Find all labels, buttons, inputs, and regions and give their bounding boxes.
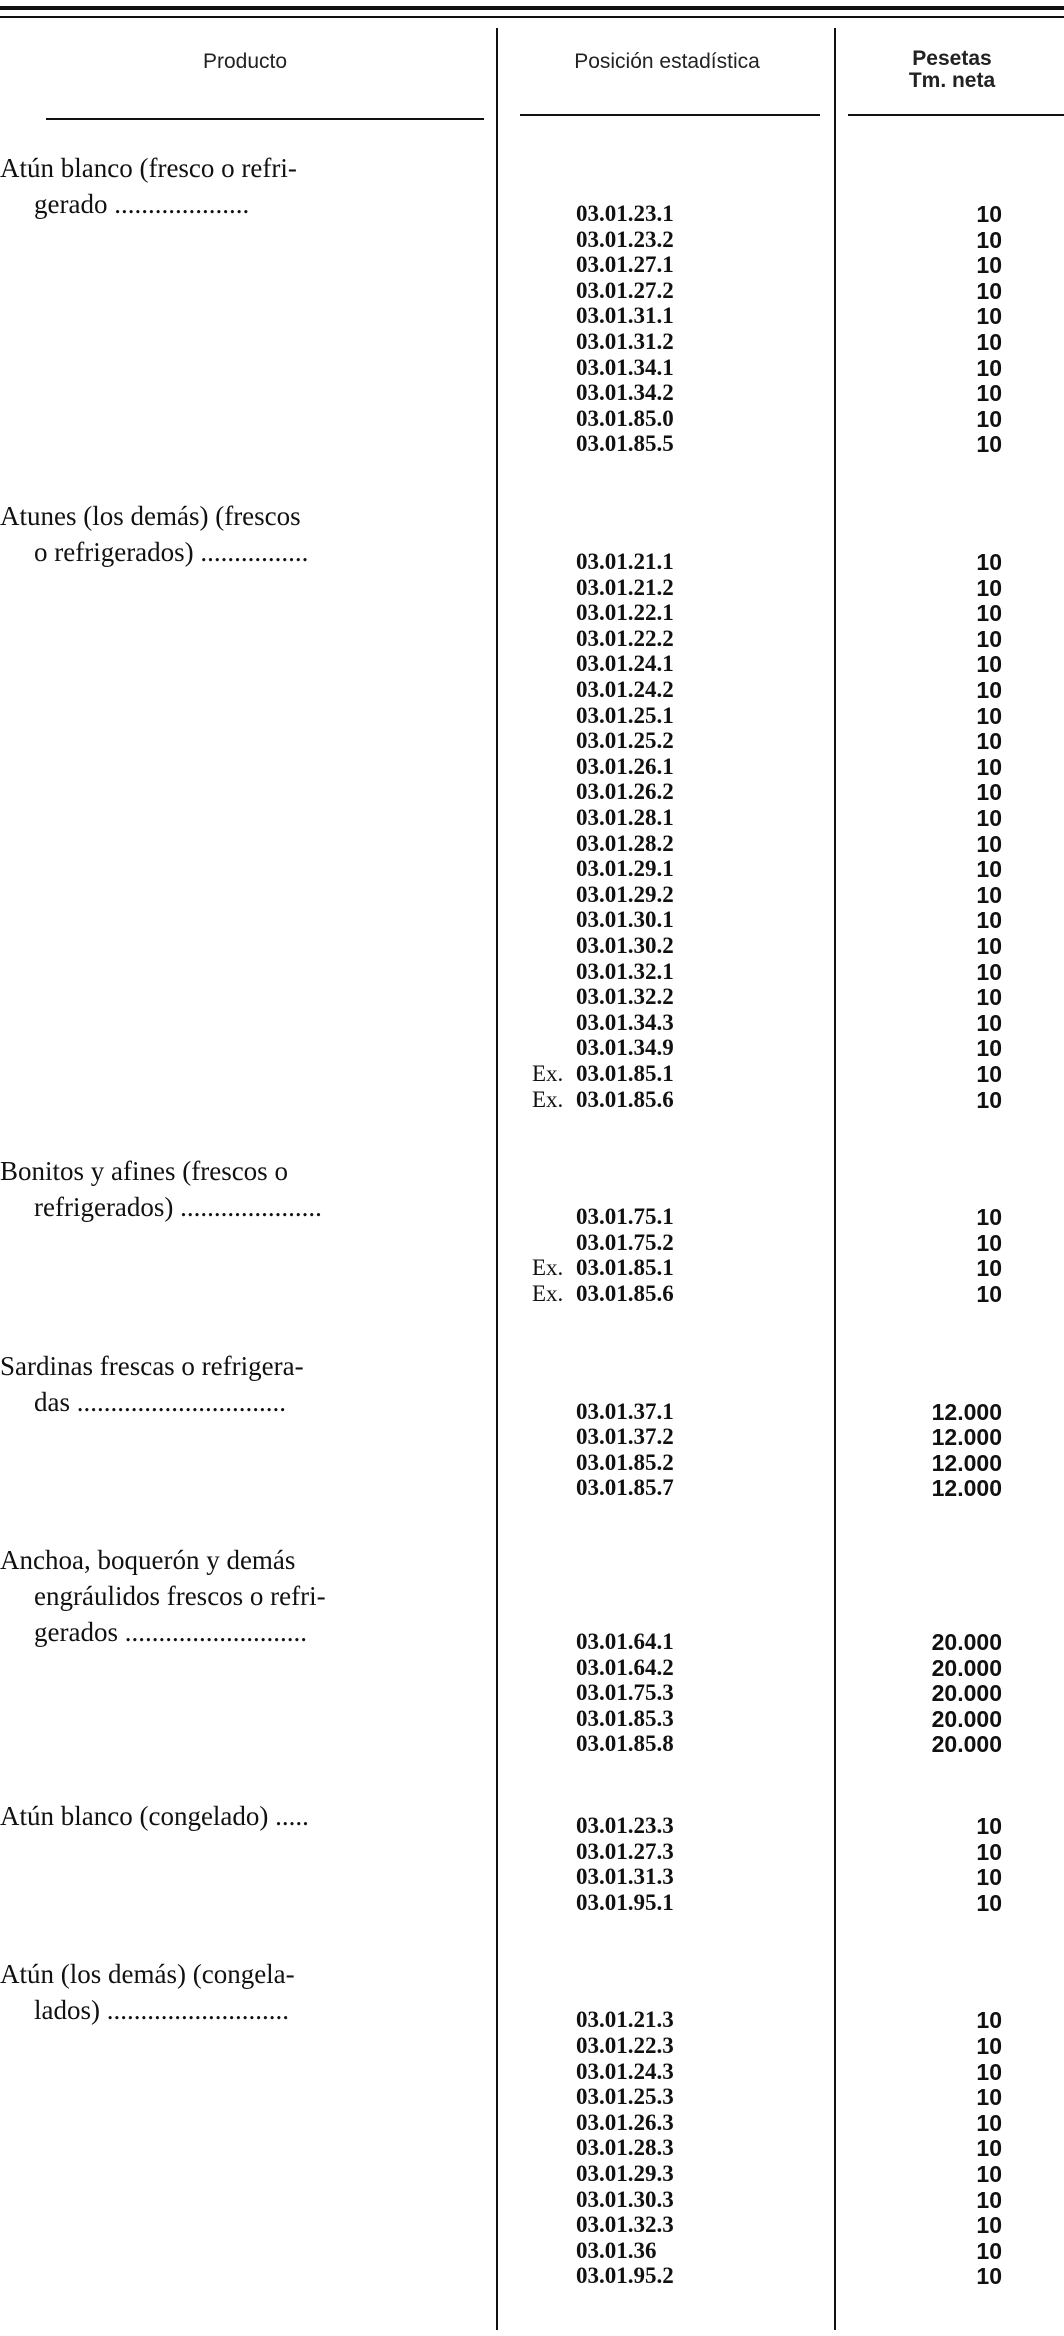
position-code: 03.01.21.2	[576, 574, 674, 600]
position-code: 03.01.29.3	[576, 2161, 674, 2186]
position-code: 03.01.85.3	[576, 1705, 674, 1731]
pesetas-value: 10	[976, 549, 1002, 575]
position-code: 03.01.85.1	[576, 1255, 674, 1281]
pesetas-value: 10	[976, 1838, 1002, 1865]
product-name-line: Atunes (los demás) (frescos	[0, 501, 301, 531]
pesetas-value: 10	[976, 1086, 1002, 1113]
product-name	[0, 1153, 488, 1225]
position-code: 03.01.25.2	[576, 728, 674, 754]
product-name-line: Atún blanco (fresco o refri-	[0, 153, 297, 183]
product-name-line: Atún (los demás) (congela-	[0, 1959, 295, 1990]
pesetas-value: 10	[976, 881, 1002, 908]
position-code: 03.01.85.6	[576, 1086, 674, 1112]
position-code: 03.01.75.1	[576, 1204, 674, 1230]
position-code: 03.01.22.2	[576, 625, 674, 651]
position-code: 03.01.28.1	[576, 805, 674, 830]
position-code: 03.01.24.1	[576, 651, 674, 677]
pesetas-value: 12.000	[931, 1449, 1002, 1476]
pesetas-value: 10	[976, 958, 1002, 985]
pesetas-value: 20.000	[931, 1731, 1002, 1758]
top-rule-thin	[0, 16, 1064, 18]
pesetas-value: 10	[976, 2186, 1002, 2213]
header-pesetas	[840, 48, 1064, 92]
pesetas-value: 10	[976, 625, 1002, 652]
pesetas-value: 10	[976, 431, 1002, 458]
pesetas-value: 10	[976, 728, 1002, 755]
position-code: 03.01.25.1	[576, 702, 674, 728]
pesetas-value: 10	[976, 201, 1002, 227]
pesetas-value: 10	[976, 226, 1002, 253]
position-code: 03.01.24.3	[576, 2058, 674, 2084]
position-code: 03.01.29.2	[576, 881, 674, 907]
position-code: 03.01.27.3	[576, 1838, 674, 1864]
position-code: 03.01.34.1	[576, 354, 674, 380]
product-name-line: o refrigerados) ................	[34, 537, 309, 567]
position-code: 03.01.28.2	[576, 830, 674, 856]
pesetas-value: 10	[976, 907, 1002, 934]
pesetas-value: 10	[976, 2109, 1002, 2136]
pesetas-value: 10	[976, 651, 1002, 678]
product-name	[0, 498, 488, 570]
position-code: 03.01.26.1	[576, 753, 674, 779]
position-code: 03.01.25.3	[576, 2084, 674, 2110]
position-code: 03.01.34.3	[576, 1009, 674, 1035]
position-code: 03.01.26.2	[576, 779, 674, 805]
position-code: 03.01.23.2	[576, 226, 674, 252]
ex-prefix: Ex.	[532, 1086, 564, 1112]
pesetas-value: 10	[976, 1229, 1002, 1256]
product-name	[0, 1956, 488, 2028]
pesetas-value: 20.000	[931, 1654, 1002, 1681]
product-name-line: gerados ...........................	[34, 1617, 307, 1647]
position-code: 03.01.32.3	[576, 2212, 674, 2238]
pesetas-value: 10	[976, 2161, 1002, 2187]
position-code: 03.01.85.6	[576, 1281, 674, 1306]
header-rule-mid	[520, 114, 820, 116]
product-name-line: Anchoa, boquerón y demás	[0, 1545, 296, 1575]
pesetas-value: 10	[976, 303, 1002, 330]
pesetas-value: 10	[976, 677, 1002, 703]
top-rule-thick	[0, 6, 1064, 10]
pesetas-value: 10	[976, 1281, 1002, 1307]
pesetas-value: 10	[976, 2084, 1002, 2111]
position-code: 03.01.24.2	[576, 677, 674, 702]
pesetas-value: 10	[976, 933, 1002, 959]
position-code: 03.01.30.3	[576, 2186, 674, 2212]
product-name-line: Atún blanco (congelado) .....	[0, 1801, 309, 1831]
pesetas-value: 10	[976, 1009, 1002, 1036]
ex-prefix: Ex.	[532, 1281, 564, 1306]
pesetas-value: 10	[976, 1204, 1002, 1231]
pesetas-value: 10	[976, 779, 1002, 806]
pesetas-value: 10	[976, 753, 1002, 780]
pesetas-value: 10	[976, 984, 1002, 1011]
position-code: 03.01.32.2	[576, 984, 674, 1010]
position-code: 03.01.34.2	[576, 380, 674, 406]
pesetas-value: 10	[976, 1864, 1002, 1891]
position-code: 03.01.23.1	[576, 201, 674, 226]
pesetas-value: 20.000	[931, 1629, 1002, 1655]
pesetas-value: 10	[976, 2007, 1002, 2034]
position-code: 03.01.28.3	[576, 2135, 674, 2161]
position-code: 03.01.64.1	[576, 1629, 674, 1654]
header-pesetas-line2: Tm. neta	[908, 69, 996, 92]
position-code: 03.01.85.7	[576, 1475, 674, 1501]
pesetas-value: 10	[976, 2135, 1002, 2162]
pesetas-value: 10	[976, 405, 1002, 432]
product-name	[0, 1348, 488, 1420]
header-posicion: Posición estadística	[574, 50, 760, 73]
pesetas-value: 10	[976, 1813, 1002, 1839]
pesetas-value: 10	[976, 2033, 1002, 2059]
product-name-line: Bonitos y afines (frescos o	[0, 1156, 288, 1187]
position-code: 03.01.34.9	[576, 1035, 674, 1061]
position-code: 03.01.21.1	[576, 549, 674, 574]
position-code: 03.01.27.1	[576, 252, 674, 278]
pesetas-value: 10	[976, 354, 1002, 381]
position-code: 03.01.37.2	[576, 1424, 674, 1450]
position-code: 03.01.32.1	[576, 958, 674, 984]
pesetas-value: 10	[976, 1889, 1002, 1916]
pesetas-value: 10	[976, 1255, 1002, 1282]
pesetas-value: 10	[976, 2237, 1002, 2264]
pesetas-value: 10	[976, 574, 1002, 601]
product-name	[0, 1542, 488, 1650]
product-name-line: Sardinas frescas o refrigera-	[0, 1350, 304, 1381]
position-code: 03.01.22.3	[576, 2033, 674, 2058]
position-code: 03.01.37.1	[576, 1398, 674, 1424]
pesetas-value: 10	[976, 830, 1002, 857]
pesetas-value: 10	[976, 2212, 1002, 2239]
product-name	[0, 1798, 488, 1834]
position-code: 03.01.22.1	[576, 600, 674, 626]
ex-prefix: Ex.	[532, 1061, 564, 1086]
position-code: 03.01.23.3	[576, 1813, 674, 1838]
pesetas-value: 12.000	[931, 1475, 1002, 1502]
pesetas-value: 10	[976, 600, 1002, 627]
pesetas-value: 10	[976, 856, 1002, 883]
product-name-line: refrigerados) .....................	[34, 1192, 322, 1223]
pesetas-value: 10	[976, 252, 1002, 279]
position-code: 03.01.85.2	[576, 1449, 674, 1475]
pesetas-value: 20.000	[931, 1680, 1002, 1707]
header-producto: Producto	[202, 50, 288, 73]
pesetas-value: 10	[976, 2263, 1002, 2290]
pesetas-value: 20.000	[931, 1705, 1002, 1732]
product-name-line: lados) ...........................	[34, 1995, 289, 2026]
pesetas-value: 12.000	[931, 1398, 1002, 1425]
position-code: 03.01.27.2	[576, 277, 674, 303]
pesetas-value: 10	[976, 1035, 1002, 1062]
header-pesetas-line1: Pesetas	[912, 47, 992, 70]
position-code: 03.01.30.1	[576, 907, 674, 933]
position-code: 03.01.31.2	[576, 329, 674, 354]
product-name-line: engráulidos frescos o refri-	[34, 1581, 326, 1611]
pesetas-value: 10	[976, 2058, 1002, 2085]
position-code: 03.01.85.1	[576, 1061, 674, 1086]
position-code: 03.01.75.3	[576, 1680, 674, 1706]
position-code: 03.01.64.2	[576, 1654, 674, 1680]
position-code: 03.01.21.3	[576, 2007, 674, 2033]
header-rule-left	[46, 118, 484, 120]
product-name	[0, 150, 488, 222]
pesetas-value: 10	[976, 702, 1002, 729]
position-code: 03.01.95.1	[576, 1889, 674, 1915]
position-code: 03.01.29.1	[576, 856, 674, 882]
pesetas-value: 10	[976, 277, 1002, 304]
pesetas-value: 10	[976, 805, 1002, 831]
pesetas-value: 10	[976, 329, 1002, 355]
position-code: 03.01.85.8	[576, 1731, 674, 1757]
column-divider-2	[834, 28, 836, 2330]
position-code: 03.01.31.1	[576, 303, 674, 329]
position-code: 03.01.95.2	[576, 2263, 674, 2289]
ex-prefix: Ex.	[532, 1255, 564, 1281]
pesetas-value: 10	[976, 1061, 1002, 1087]
product-name-line: das ...............................	[34, 1386, 286, 1417]
position-code: 03.01.30.2	[576, 933, 674, 958]
header-rule-right	[848, 114, 1064, 116]
pesetas-value: 10	[976, 380, 1002, 407]
position-code: 03.01.36	[576, 2237, 657, 2263]
position-code: 03.01.85.5	[576, 431, 674, 457]
product-name-line: gerado ....................	[34, 189, 250, 219]
position-code: 03.01.75.2	[576, 1229, 674, 1255]
column-divider-1	[496, 28, 498, 2330]
position-code: 03.01.31.3	[576, 1864, 674, 1890]
position-code: 03.01.26.3	[576, 2109, 674, 2135]
position-code: 03.01.85.0	[576, 405, 674, 431]
pesetas-value: 12.000	[931, 1424, 1002, 1451]
